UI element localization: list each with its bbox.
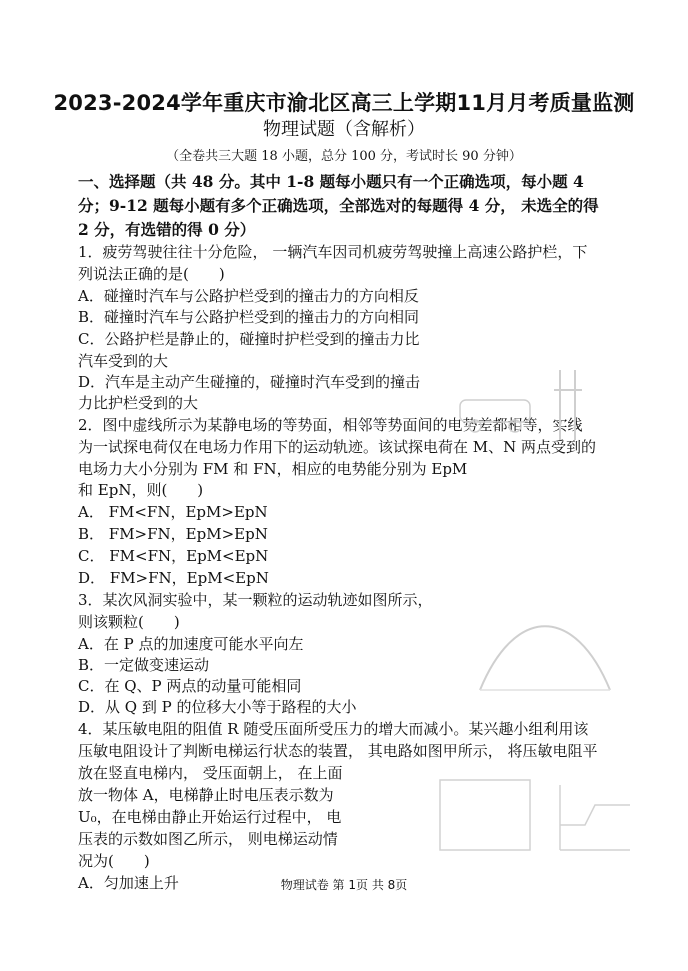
q4-stem-line5: U₀，在电梯由静止开始运行过程中， 电: [78, 808, 342, 826]
q2-option-c: C． FM<FN，EpM<EpN: [78, 547, 269, 565]
q4-stem-line1: 4．某压敏电阻的阻值 R 随受压面所受压力的增大而减小。某兴趣小组利用该: [78, 720, 589, 738]
section-heading: 一、选择题（共 48 分。其中 1-8 题每小题只有一个正确选项，每小题 4 分；9-12 题每小题有多个正确选项，全部选对的每题得 4 分， 未选全的得 2 分，有选错的得 0 分）: [78, 172, 599, 239]
q4-figure-placeholder: [430, 770, 640, 870]
q2-option-d: D． FM>FN，EpM<EpN: [78, 569, 269, 587]
q3-stem-line1: 3．某次风洞实验中，某一颗粒的运动轨迹如图所示，: [78, 591, 433, 609]
q3-option-d: D．从 Q 到 P 的位移大小等于路程的大小: [78, 698, 357, 716]
q3-stem-line2: 则该颗粒( ): [78, 613, 180, 631]
q3-option-c: C．在 Q、P 两点的动量可能相同: [78, 677, 302, 695]
exam-note: （全卷共三大题 18 小题，总分 100 分，考试时长 90 分钟）: [166, 149, 522, 164]
q4-stem-line6: 压表的示数如图乙所示， 则电梯运动情: [78, 830, 338, 848]
q3-option-a: A．在 P 点的加速度可能水平向左: [78, 635, 304, 653]
q1-option-c-line1: C．公路护栏是静止的，碰撞时护栏受到的撞击力比: [78, 330, 420, 348]
q2-stem-line4: 和 EpN，则( ): [78, 481, 204, 499]
q1-option-d-line2: 力比护栏受到的大: [78, 394, 199, 412]
q4-stem-line4: 放一物体 A，电梯静止时电压表示数为: [78, 786, 334, 804]
q1-stem-line1: 1．疲劳驾驶往往十分危险， 一辆汽车因司机疲劳驾驶撞上高速公路护栏，下: [78, 243, 588, 261]
page-title: 2023-2024学年重庆市渝北区高三上学期11月月考质量监测: [53, 91, 635, 115]
page-footer: 物理试卷 第 1页 共 8页: [280, 878, 408, 892]
q2-stem-line1: 2．图中虚线所示为某静电场的等势面，相邻等势面间的电势差都相等，实线: [78, 416, 583, 434]
q2-option-a: A． FM<FN，EpM>EpN: [78, 503, 268, 521]
q2-stem-line2: 为一试探电荷仅在电场力作用下的运动轨迹。该试探电荷在 M、N 两点受到的: [78, 438, 597, 456]
q1-stem-line2: 列说法正确的是( ): [78, 265, 225, 283]
q1-option-d-line1: D．汽车是主动产生碰撞的，碰撞时汽车受到的撞击: [78, 373, 421, 391]
q4-option-a: A．匀加速上升: [78, 874, 179, 892]
q4-stem-line2: 压敏电阻设计了判断电梯运行状态的装置， 其电路如图甲所示， 将压敏电阻平: [78, 742, 598, 760]
q2-option-b: B． FM>FN，EpM>EpN: [78, 525, 268, 543]
q4-stem-line7: 况为( ): [78, 852, 150, 870]
q1-option-a: A．碰撞时汽车与公路护栏受到的撞击力的方向相反: [78, 287, 419, 305]
page-subtitle: 物理试题（含解析）: [263, 119, 425, 140]
q3-figure-placeholder: [470, 590, 620, 705]
q4-stem-line3: 放在竖直电梯内， 受压面朝上， 在上面: [78, 764, 343, 782]
q1-figure-placeholder: [450, 330, 610, 450]
q3-option-b: B．一定做变速运动: [78, 656, 210, 674]
q2-stem-line3: 电场力大小分别为 FM 和 FN，相应的电势能分别为 EpM: [78, 460, 468, 478]
q1-option-c-line2: 汽车受到的大: [78, 352, 169, 370]
q1-option-b: B．碰撞时汽车与公路护栏受到的撞击力的方向相同: [78, 308, 420, 326]
